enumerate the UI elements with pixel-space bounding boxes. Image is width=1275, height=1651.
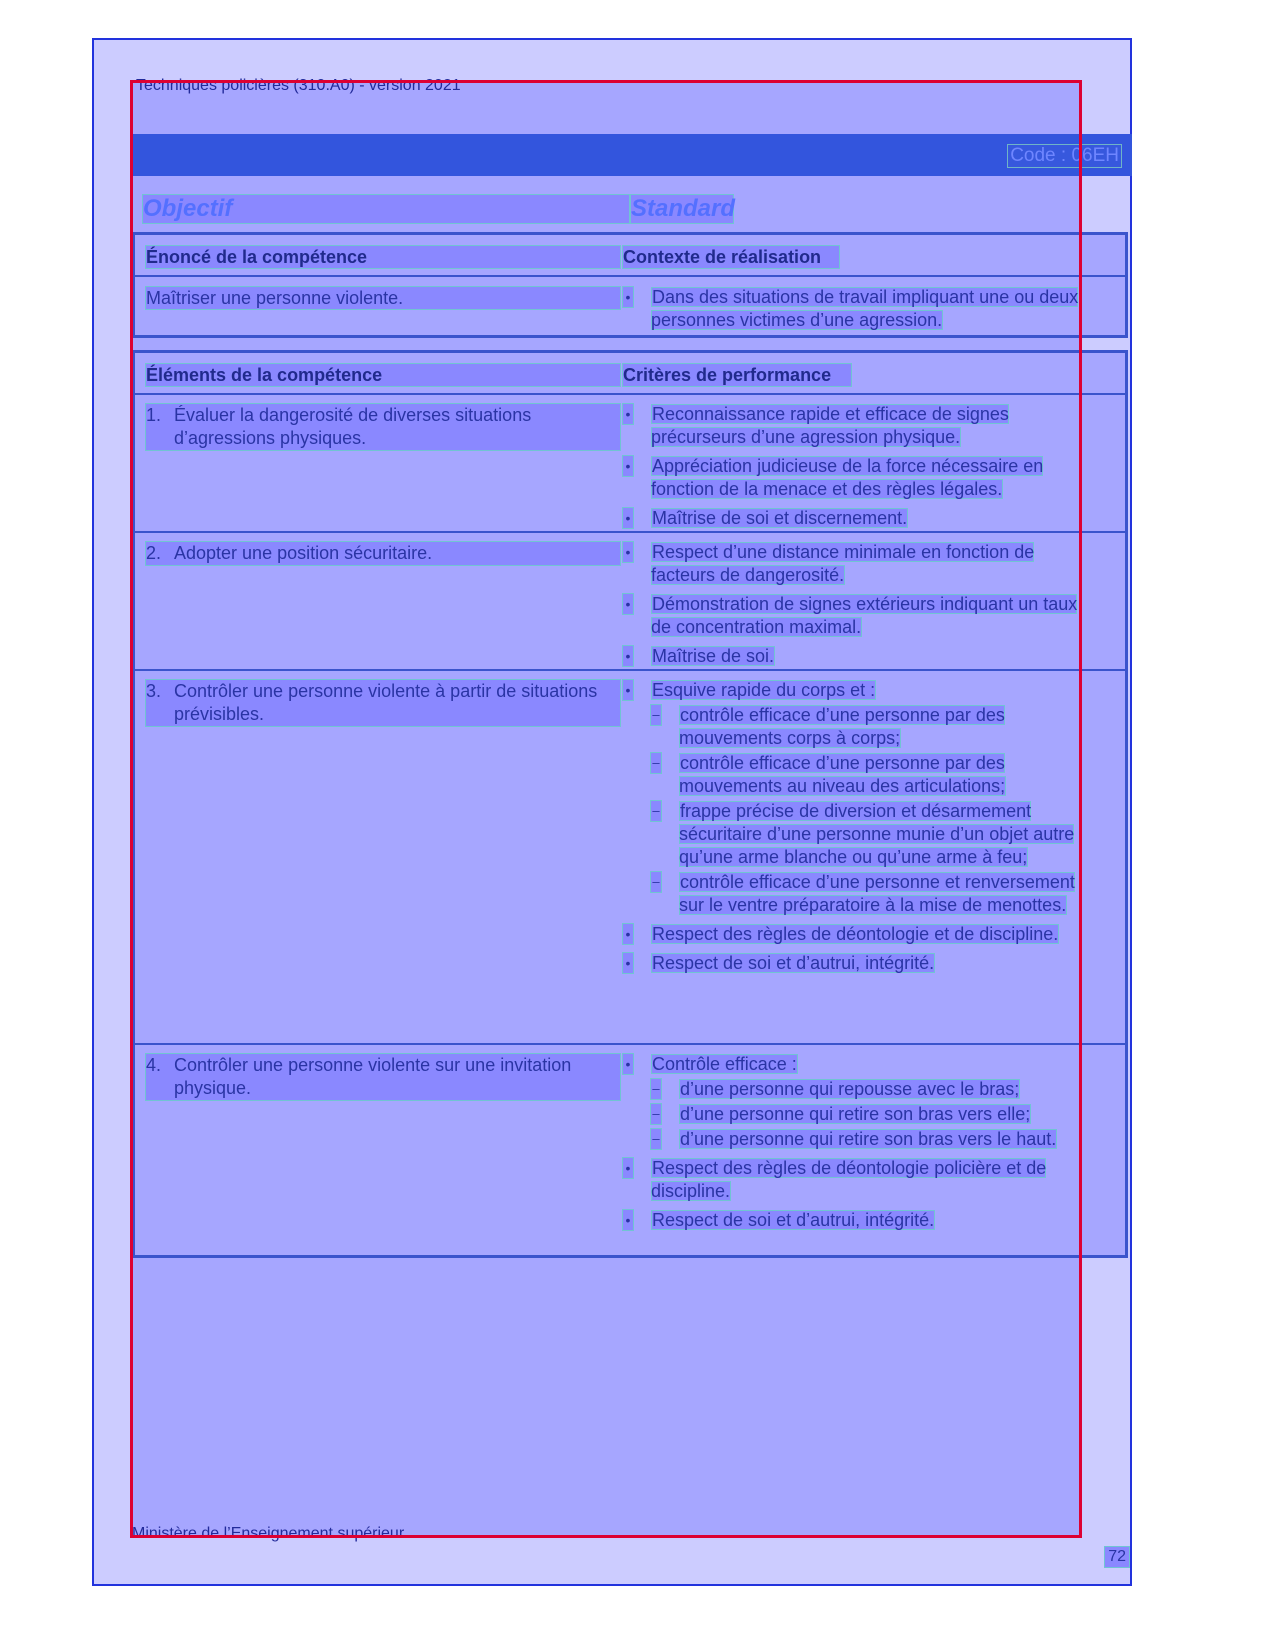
bullet-icon: • xyxy=(622,286,634,308)
criteria-subitem xyxy=(650,704,1092,750)
criteria-item xyxy=(622,1157,1092,1203)
dash-icon: – xyxy=(650,752,662,774)
criteria-text: Respect de soi et d’autrui, intégrité. xyxy=(652,1210,935,1230)
criteria-text: Respect des règles de déontologie et de discipline. xyxy=(652,924,1059,944)
element-text-block xyxy=(145,541,621,566)
bullet-icon: • xyxy=(622,541,634,563)
dash-icon: – xyxy=(650,1078,662,1100)
criteria-row-3 xyxy=(622,679,1092,975)
criteria-text: Contrôle efficace : xyxy=(652,1054,797,1074)
elements-header: Éléments de la compétence xyxy=(145,363,621,387)
element-text-block xyxy=(145,403,621,451)
row-divider-2 xyxy=(135,669,1125,671)
section-titles xyxy=(142,194,1126,222)
criteria-row-1 xyxy=(622,403,1092,530)
criteria-subtext: frappe précise de diversion et désarmement sécuritaire d’une personne munie d’un objet autre qu’une arme blanche ou qu’une arme à feu; xyxy=(679,801,1075,867)
competency-summary-table xyxy=(132,232,1128,338)
row-divider-3 xyxy=(135,1043,1125,1045)
criteria-subtext: contrôle efficace d’une personne par des mouvements corps à corps; xyxy=(679,705,1005,748)
bullet-icon: • xyxy=(622,1157,634,1179)
criteria-row-4 xyxy=(622,1053,1092,1232)
criteria-item xyxy=(622,541,1092,587)
element-number: 1. xyxy=(146,405,162,425)
criteria-subtext: contrôle efficace d’une personne par des mouvements au niveau des articulations; xyxy=(679,753,1006,796)
criteria-subitem xyxy=(650,871,1092,917)
row-divider-1 xyxy=(135,531,1125,533)
element-number: 4. xyxy=(146,1055,162,1075)
element-row-2 xyxy=(145,541,621,566)
bullet-icon: • xyxy=(622,923,634,945)
context-item xyxy=(622,286,1092,332)
bullet-icon: • xyxy=(622,952,634,974)
code-band xyxy=(132,134,1132,176)
criteria-text: Respect des règles de déontologie policière et de discipline. xyxy=(651,1158,1047,1201)
competency-elements-table xyxy=(132,350,1128,1258)
criteria-text: Maîtrise de soi. xyxy=(652,646,775,666)
competency-statement-text: Maîtriser une personne violente. xyxy=(145,286,621,310)
bullet-icon: • xyxy=(622,1053,634,1075)
criteria-subtext: d’une personne qui retire son bras vers elle; xyxy=(680,1104,1031,1124)
element-number: 2. xyxy=(146,543,162,563)
element-text: Contrôler une personne violente sur une invitation physique. xyxy=(174,1055,572,1098)
criteria-subtext: d’une personne qui repousse avec le bras; xyxy=(680,1079,1020,1099)
criteria-item xyxy=(622,952,1092,975)
summary-header-divider xyxy=(135,275,1125,277)
criteria-subitem xyxy=(650,1078,1092,1101)
criteria-text: Reconnaissance rapide et efficace de signes précurseurs d’une agression physique. xyxy=(651,404,1009,447)
criteria-text: Appréciation judicieuse de la force nécessaire en fonction de la menace et des règles légales. xyxy=(651,456,1044,499)
element-text-block xyxy=(145,679,621,727)
element-text: Évaluer la dangerosité de diverses situations d’agressions physiques. xyxy=(174,405,532,448)
element-text: Adopter une position sécuritaire. xyxy=(174,543,433,563)
code-label: Code : 06EH xyxy=(1007,144,1122,168)
document-page xyxy=(92,38,1132,1586)
criteria-text: Respect d’une distance minimale en fonction de facteurs de dangerosité. xyxy=(651,542,1035,585)
dash-icon: – xyxy=(650,1128,662,1150)
context-item-text: Dans des situations de travail impliquant une ou deux personnes victimes d’une agression. xyxy=(651,287,1079,330)
criteria-text: Esquive rapide du corps et : xyxy=(652,680,876,700)
criteria-item xyxy=(622,1053,1092,1076)
page-number: 72 xyxy=(1104,1546,1130,1568)
criteria-item xyxy=(622,403,1092,449)
criteria-subitem xyxy=(650,800,1092,869)
dash-icon: – xyxy=(650,1103,662,1125)
document-header: Techniques policières (310.A0) - version 2021 xyxy=(136,77,461,94)
bullet-icon: • xyxy=(622,507,634,529)
criteria-item xyxy=(622,923,1092,946)
element-number: 3. xyxy=(146,681,162,701)
criteria-text: Respect de soi et d’autrui, intégrité. xyxy=(652,953,935,973)
context-header: Contexte de réalisation xyxy=(622,245,840,269)
criteria-text: Maîtrise de soi et discernement. xyxy=(652,508,908,528)
document-footer: Ministère de l’Enseignement supérieur xyxy=(132,1525,405,1542)
criteria-row-2 xyxy=(622,541,1092,668)
context-items xyxy=(622,286,1092,332)
objective-title: Objectif xyxy=(142,194,630,224)
criteria-item xyxy=(622,593,1092,639)
criteria-subitem xyxy=(650,1128,1092,1151)
performance-criteria-header: Critères de performance xyxy=(622,363,852,387)
criteria-item xyxy=(622,1209,1092,1232)
criteria-text: Démonstration de signes extérieurs indiquant un taux de concentration maximal. xyxy=(651,594,1078,637)
dash-icon: – xyxy=(650,800,662,822)
criteria-subitem xyxy=(650,752,1092,798)
bullet-icon: • xyxy=(622,679,634,701)
criteria-item xyxy=(622,645,1092,668)
bullet-icon: • xyxy=(622,1209,634,1231)
standard-title: Standard xyxy=(631,195,736,222)
element-row-4 xyxy=(145,1053,621,1101)
bullet-icon: • xyxy=(622,593,634,615)
dash-icon: – xyxy=(650,704,662,726)
element-text: Contrôler une personne violente à partir de situations prévisibles. xyxy=(174,681,598,724)
main-header-divider xyxy=(135,393,1125,395)
criteria-subtext: contrôle efficace d’une personne et renversement sur le ventre préparatoire à la mise de menottes. xyxy=(679,872,1075,915)
bullet-icon: • xyxy=(622,403,634,425)
element-row-1 xyxy=(145,403,621,451)
element-text-block xyxy=(145,1053,621,1101)
criteria-subitem xyxy=(650,1103,1092,1126)
criteria-item xyxy=(622,507,1092,530)
bullet-icon: • xyxy=(622,645,634,667)
criteria-item xyxy=(622,455,1092,501)
element-row-3 xyxy=(145,679,621,727)
criteria-subtext: d’une personne qui retire son bras vers le haut. xyxy=(680,1129,1057,1149)
criteria-item xyxy=(622,679,1092,702)
competency-statement-header: Énoncé de la compétence xyxy=(145,245,621,269)
dash-icon: – xyxy=(650,871,662,893)
bullet-icon: • xyxy=(622,455,634,477)
